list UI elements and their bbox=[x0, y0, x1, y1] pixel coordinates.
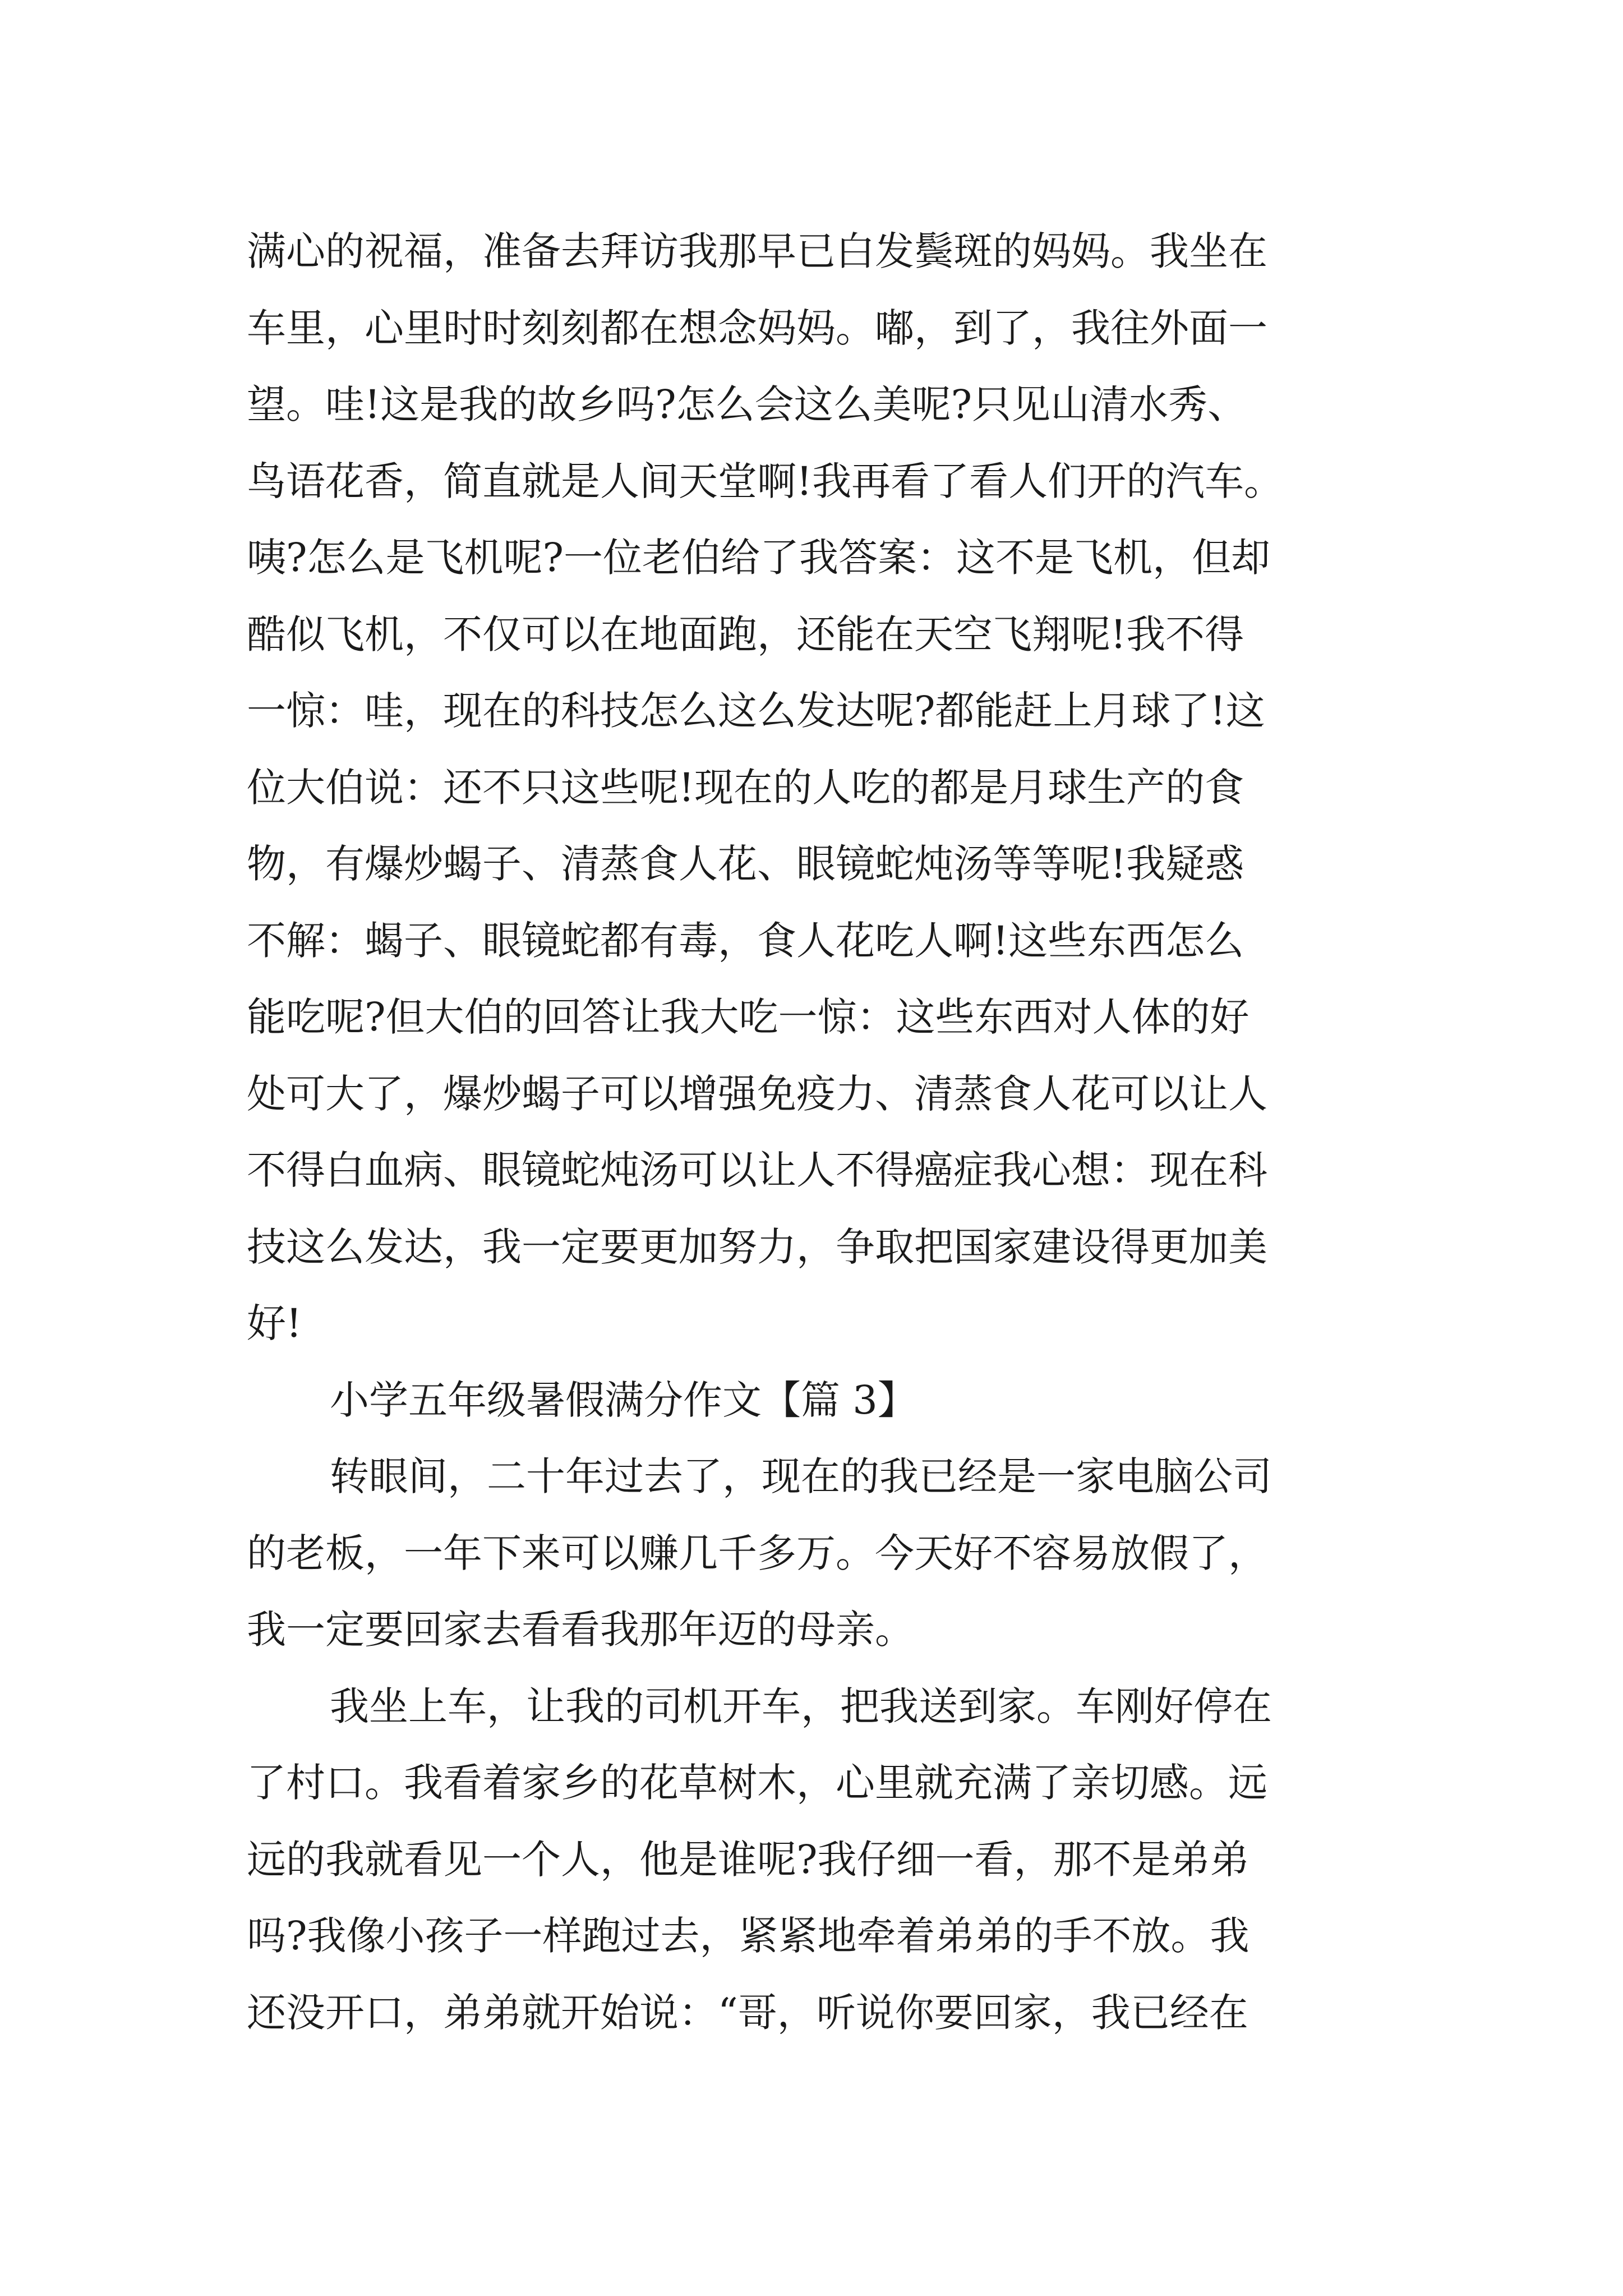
text-line: 位大伯说：还不只这些呢!现在的人吃的都是月球生产的食 bbox=[247, 764, 1244, 811]
paragraph-first-line: 我坐上车，让我的司机开车，把我送到家。车刚好停在 bbox=[330, 1683, 1272, 1729]
text-line: 的老板，一年下来可以赚几千多万。今天好不容易放假了， bbox=[247, 1530, 1267, 1576]
document-page bbox=[247, 213, 1391, 2051]
text-line: 好! bbox=[247, 1300, 302, 1346]
text-line: 了村口。我看着家乡的花草树木，心里就充满了亲切感。远 bbox=[247, 1760, 1267, 1806]
text-line: 物，有爆炒蝎子、清蒸食人花、眼镜蛇炖汤等等呢!我疑惑 bbox=[247, 841, 1244, 887]
text-line: 一惊：哇，现在的科技怎么这么发达呢?都能赶上月球了!这 bbox=[247, 688, 1265, 734]
text-line: 满心的祝福，准备去拜访我那早已白发鬓斑的妈妈。我坐在 bbox=[247, 228, 1267, 274]
paragraph-first-line: 转眼间，二十年过去了，现在的我已经是一家电脑公司 bbox=[330, 1453, 1272, 1499]
section-heading: 小学五年级暑假满分作文【篇 3】 bbox=[330, 1377, 917, 1423]
text-line: 不得白血病、眼镜蛇炖汤可以让人不得癌症我心想：现在科 bbox=[247, 1147, 1267, 1193]
text-line: 还没开口，弟弟就开始说：“哥，听说你要回家，我已经在 bbox=[247, 1989, 1248, 2036]
text-line: 技这么发达，我一定要更加努力，争取把国家建设得更加美 bbox=[247, 1223, 1267, 1270]
text-line: 远的我就看见一个人，他是谁呢?我仔细一看，那不是弟弟 bbox=[247, 1836, 1249, 1883]
text-line: 能吃呢?但大伯的回答让我大吃一惊：这些东西对人体的好 bbox=[247, 994, 1249, 1040]
text-line: 我一定要回家去看看我那年迈的母亲。 bbox=[247, 1607, 914, 1653]
text-line: 望。哇!这是我的故乡吗?怎么会这么美呢?只见山清水秀、 bbox=[247, 381, 1247, 427]
text-line: 咦?怎么是飞机呢?一位老伯给了我答案：这不是飞机，但却 bbox=[247, 535, 1271, 581]
text-line: 吗?我像小孩子一样跑过去，紧紧地牵着弟弟的手不放。我 bbox=[247, 1913, 1249, 1959]
text-line: 酷似飞机，不仅可以在地面跑，还能在天空飞翔呢!我不得 bbox=[247, 611, 1244, 657]
text-line: 不解：蝎子、眼镜蛇都有毒，食人花吃人啊!这些东西怎么 bbox=[247, 917, 1244, 964]
text-line: 车里，心里时时刻刻都在想念妈妈。嘟，到了，我往外面一 bbox=[247, 305, 1267, 351]
text-line: 鸟语花香，简直就是人间天堂啊!我再看了看人们开的汽车。 bbox=[247, 458, 1284, 504]
text-line: 处可大了，爆炒蝎子可以增强免疫力、清蒸食人花可以让人 bbox=[247, 1070, 1267, 1117]
